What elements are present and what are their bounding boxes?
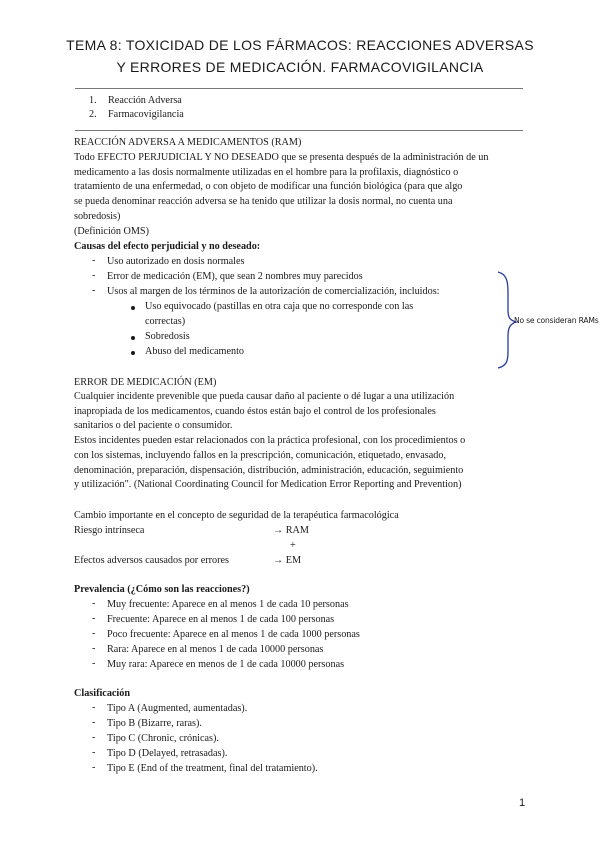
em-definition-line: y utilización". (National Coordinating Council for Medication Error Reporting and Prevention) xyxy=(74,479,462,491)
clasificacion-item: Tipo D (Delayed, retrasadas). xyxy=(107,748,228,759)
ram-definition xyxy=(74,151,526,239)
prevalencia-item: Frecuente: Aparece en al menos 1 de cada 100 personas xyxy=(107,614,335,625)
dash-marker: - xyxy=(92,598,96,609)
title-rule xyxy=(75,88,523,89)
dash-marker: - xyxy=(92,270,96,281)
title-line-2: Y ERRORES DE MEDICACIÓN. FARMACOVIGILANCIA xyxy=(116,59,484,75)
dash-marker: - xyxy=(92,747,96,758)
dash-marker: - xyxy=(92,702,96,713)
bullet-dot xyxy=(131,351,135,355)
prevalencia-item: Muy rara: Aparece en menos de 1 de cada 10000 personas xyxy=(107,659,345,670)
prevalencia-heading: Prevalencia (¿Cómo son las reacciones?) xyxy=(74,584,250,595)
dash-marker: - xyxy=(92,717,96,728)
dash-marker: - xyxy=(92,658,96,669)
causes-heading: Causas del efecto perjudicial y no deseado: xyxy=(74,241,261,252)
em-definition-line: Cualquier incidente prevenible que pueda causar daño al paciente o dé lugar a una utilización xyxy=(74,391,455,402)
dash-marker: - xyxy=(92,285,96,296)
concept-intro: Cambio importante en el concepto de seguridad de la terapéutica farmacológica xyxy=(74,510,399,521)
prevalencia-item: Poco frecuente: Aparece en al menos 1 de cada 1000 personas xyxy=(107,629,360,640)
cause-item: Uso autorizado en dosis normales xyxy=(107,256,245,267)
ram-definition-line: se pueda denominar reacción adversa se ha tenido que utilizar la dosis normal, no cuenta una xyxy=(74,196,453,208)
concept-row2-value: → EM xyxy=(273,555,302,566)
em-definition-line: sanitarios o del paciente o consumidor. xyxy=(74,420,233,432)
toc-item-2: Farmacovigilancia xyxy=(108,109,184,120)
sub-bullet-line: Abuso del medicamento xyxy=(145,346,245,357)
sub-bullet-line: Sobredosis xyxy=(145,331,190,342)
concept-row2-label: Efectos adversos causados por errores xyxy=(74,555,230,566)
toc-rule xyxy=(75,130,523,131)
toc-num-1: 1. xyxy=(89,95,97,106)
dash-marker: - xyxy=(92,762,96,773)
sub-bullet-line: correctas) xyxy=(145,316,186,327)
em-definition-line: inapropiada de los medicamentos, cuando éstos están bajo el control de los profesionales xyxy=(74,405,436,417)
concept-plus: + xyxy=(290,540,296,551)
em-definition xyxy=(74,390,526,493)
cause-item: Error de medicación (EM), que sean 2 nombres muy parecidos xyxy=(107,271,363,282)
ram-definition-line: medicamento a las dosis normalmente utilizadas en el hombre para la profilaxis, diagnóstico o xyxy=(74,166,459,178)
handwritten-note: No se consideran RAMs xyxy=(514,316,599,325)
dash-marker: - xyxy=(92,613,96,624)
em-heading: ERROR DE MEDICACIÓN (EM) xyxy=(74,377,217,388)
dash-marker: - xyxy=(92,732,96,743)
ram-definition-line: (Definición OMS) xyxy=(74,225,149,237)
prevalencia-item: Rara: Aparece en al menos 1 de cada 10000 personas xyxy=(107,644,324,655)
dash-marker: - xyxy=(92,255,96,266)
toc-item-1: Reacción Adversa xyxy=(108,95,182,106)
prevalencia-item: Muy frecuente: Aparece en al menos 1 de cada 10 personas xyxy=(107,599,349,610)
ram-heading: REACCIÓN ADVERSA A MEDICAMENTOS (RAM) xyxy=(74,137,302,148)
cause-item: Usos al margen de los términos de la autorización de comercialización, incluidos: xyxy=(107,286,440,297)
clasificacion-item: Tipo A (Augmented, aumentadas). xyxy=(107,703,248,714)
bullet-dot xyxy=(131,336,135,340)
ram-definition-line: Todo EFECTO PERJUDICIAL Y NO DESEADO que se presenta después de la administración de un xyxy=(74,152,489,163)
title-line-1: TEMA 8: TOXICIDAD DE LOS FÁRMACOS: REACCIONES ADVERSAS xyxy=(66,37,534,53)
ram-definition-line: sobredosis) xyxy=(74,210,121,222)
clasificacion-item: Tipo C (Chronic, crónicas). xyxy=(107,733,219,744)
clasificacion-item: Tipo B (Bizarre, raras). xyxy=(107,718,202,729)
toc-num-2: 2. xyxy=(89,109,97,120)
em-definition-line: denominación, preparación, dispensación, distribución, administración, educación, seguimiento xyxy=(74,464,464,476)
ram-definition-line: tratamiento de una enfermedad, o con objeto de modificar una función biológica (para que algo xyxy=(74,181,463,193)
em-definition-line: con los sistemas, incluyendo fallos en la prescripción, comunicación, etiquetado, envasado, xyxy=(74,449,447,461)
dash-marker: - xyxy=(92,643,96,654)
sub-bullet-line: Uso equivocado (pastillas en otra caja que no corresponde con las xyxy=(145,301,414,312)
concept-row1-value: → RAM xyxy=(273,525,309,536)
page-number: 1 xyxy=(519,797,526,809)
clasificacion-item: Tipo E (End of the treatment, final del tratamiento). xyxy=(107,763,318,774)
dash-marker: - xyxy=(92,628,96,639)
clasificacion-heading: Clasificación xyxy=(74,688,131,699)
concept-row1-label: Riesgo intrínseca xyxy=(74,525,145,536)
bullet-dot xyxy=(131,306,135,310)
em-definition-line: Estos incidentes pueden estar relacionados con la práctica profesional, con los procedimientos o xyxy=(74,435,466,447)
